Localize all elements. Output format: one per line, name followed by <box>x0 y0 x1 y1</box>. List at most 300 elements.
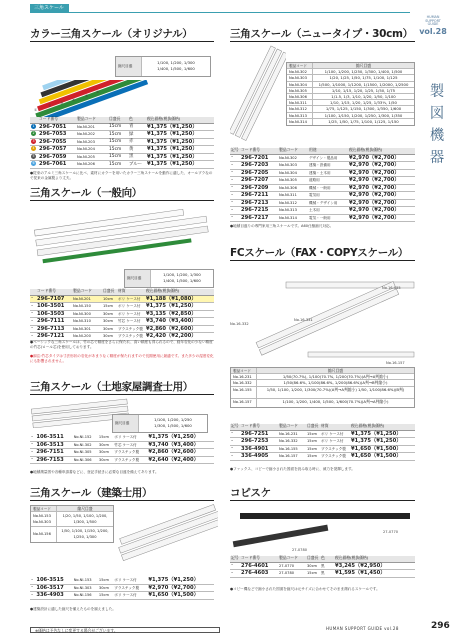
price <box>145 303 214 311</box>
color-name: 黒 <box>320 562 334 570</box>
price-incl-tax: ¥1,375 <box>147 153 168 160</box>
price-excl-tax: （¥1,250） <box>371 430 402 437</box>
color-name: 緑 <box>128 131 146 139</box>
vertical-char-2: 図 <box>429 106 445 122</box>
price-excl-tax: （¥2,700） <box>369 169 400 176</box>
price-incl-tax: ¥2,970 <box>349 154 370 161</box>
price <box>146 153 214 161</box>
row-marker: – <box>30 325 36 333</box>
scale-length: 15cm <box>108 146 128 154</box>
callout-4: ④ <box>72 98 76 102</box>
price <box>146 138 214 146</box>
price-excl-tax: （¥2,700） <box>369 192 400 198</box>
usage: 機械・デザイン用 <box>308 199 348 207</box>
price <box>348 154 415 162</box>
col-header: 税込価格(税抜価格) <box>350 424 415 430</box>
table-row <box>230 453 415 461</box>
price-incl-tax: ¥2,970 <box>349 169 370 176</box>
table-row <box>230 562 415 570</box>
col-header: 目盛長 <box>307 555 319 561</box>
scale-length: 15cm <box>108 153 128 161</box>
usage: 電気・一般用 <box>308 214 348 222</box>
color-bullet-icon: 2 <box>32 131 35 135</box>
scale-length: 30cm <box>306 562 320 570</box>
vertical-char-3: 機 <box>429 128 445 144</box>
table-row <box>230 154 415 162</box>
price-incl-tax: ¥1,188 <box>146 295 167 302</box>
row-marker: – <box>30 456 35 464</box>
price-excl-tax: （¥2,700） <box>369 162 400 168</box>
spec-product-code: No.NI-304 <box>287 82 313 87</box>
price <box>348 162 415 170</box>
product-code: No.NI-311 <box>278 192 308 200</box>
spec-header: 縮尺目盛 <box>113 415 139 432</box>
scale-spec-table <box>286 62 415 126</box>
usage: 建築・土木用 <box>308 169 348 177</box>
product-code: No.16-155 <box>278 445 306 453</box>
price <box>147 592 214 600</box>
price-excl-tax: （¥1,500） <box>371 453 402 459</box>
category-tab: 三角スケール <box>30 4 69 12</box>
section-title: コピスケ <box>230 487 271 499</box>
color-bullet-icon: 6 <box>32 161 35 165</box>
product-code: No.16-157 <box>278 453 306 461</box>
color-rulers-image <box>30 80 150 120</box>
scale-length: 15cm <box>108 131 128 139</box>
price-excl-tax: （¥1,250） <box>167 138 198 145</box>
spec-product-code: No.16-155 <box>231 387 257 398</box>
product-code: No.NI-206 <box>76 161 108 169</box>
row-marker: – <box>230 154 240 162</box>
table-row <box>30 577 214 584</box>
material: ポリ ケース付 <box>117 310 145 318</box>
table-row <box>30 146 214 154</box>
table-row <box>230 207 415 215</box>
price-incl-tax: ¥1,375 <box>351 430 372 437</box>
price-incl-tax: ¥2,970 <box>349 162 370 168</box>
section-rule <box>230 260 415 261</box>
price <box>348 192 415 200</box>
scale-length: 15cm <box>108 138 128 146</box>
row-marker: – <box>30 441 35 449</box>
price-incl-tax: ¥1,375 <box>148 434 169 441</box>
spec-line: 1/100, 1/200, 1/250 <box>154 417 192 422</box>
spec-scale-values: 1/100, 1/150, 1/200, 1/250, 1/300, 1/350 <box>324 112 403 118</box>
product-code: No.NI-306 <box>73 456 98 464</box>
label-27-0780: 27-0780 <box>292 548 308 552</box>
scale-length: 15cm <box>306 445 320 453</box>
price <box>348 169 415 177</box>
scale-length: 30cm <box>98 441 113 449</box>
section-note: ●コピー機などで縮小された図面を縮尺は元サイズに合わせてそのまま測れるスケールです。 <box>230 587 380 591</box>
scale-length: 15cm <box>98 577 113 584</box>
col-header: コード番号 <box>38 117 76 123</box>
section-note-red: ●副注:竹芯タイプは寸法形状の変化があまりなく精度が保たれますので長期使用に最適です。また多少の湿度変化にも影響されません。 <box>30 354 214 363</box>
section-rule <box>30 200 214 201</box>
side-guide-brand: HUMAN <box>426 15 440 19</box>
table-row <box>30 434 214 441</box>
spec-scale-values: 1/10, 1/15, 1/20, 1/25, 1/50, 1/75 <box>331 87 396 93</box>
price <box>145 333 214 341</box>
price <box>348 214 415 222</box>
material: ポリ ケース付 <box>113 577 147 584</box>
row-marker: – <box>30 434 35 441</box>
col-header: 製品コード <box>278 148 308 154</box>
material: ポリ ケース付 <box>320 430 350 438</box>
spec-col-header: 縮尺目盛 <box>77 506 93 511</box>
price-incl-tax: ¥1,595 <box>335 570 356 576</box>
spec-scale-values: 1/25, 1/50, 1/75, 1/100, 1/125, 1/150 <box>328 118 399 124</box>
price-excl-tax: （¥2,700） <box>369 184 400 191</box>
side-guide-line3: GUIDE <box>427 22 439 27</box>
color-bullet-icon: 5 <box>32 153 35 158</box>
product-code: No.NI-203 <box>76 138 108 146</box>
side-guide-line2: SUPPORT <box>425 18 441 23</box>
price-excl-tax: （¥1,080） <box>166 295 197 302</box>
spec-product-code: No.16-231 <box>231 374 257 379</box>
price-excl-tax: （¥3,400） <box>168 441 199 448</box>
price <box>145 295 214 303</box>
price-excl-tax: （¥1,450） <box>355 570 386 576</box>
table-row <box>230 177 415 185</box>
price-incl-tax: ¥2,420 <box>146 333 167 339</box>
spec-col-header: 製品コード <box>31 506 57 511</box>
spec-line: 1/100, 1/200, 1/300 <box>163 272 201 277</box>
product-code: No.NI-201 <box>76 123 108 131</box>
table-row <box>30 441 214 449</box>
price-incl-tax: ¥1,375 <box>147 146 168 152</box>
fc-rulers-image <box>230 264 418 362</box>
spec-product-code: No.16-332 <box>231 380 257 385</box>
product-code: No.NI-201 <box>72 295 102 303</box>
row-marker: – <box>30 310 36 318</box>
vertical-category <box>427 82 447 170</box>
usage: 道路用 <box>308 177 348 185</box>
section-rule <box>230 41 415 42</box>
table-row <box>30 333 214 341</box>
code-number: 296-7203 <box>240 162 278 170</box>
scale-length: 15cm <box>306 570 320 578</box>
table-row <box>30 449 214 457</box>
scale-length: 15cm <box>108 123 128 131</box>
spec-scale-values: 1/100, 1/200, 1/250, 1/300, 1/400, 1/500 <box>324 69 403 75</box>
price <box>146 146 214 154</box>
code-number: 336-4905 <box>240 453 278 461</box>
col-header: 記号 <box>231 147 239 153</box>
price-excl-tax: （¥1,250） <box>167 161 198 167</box>
product-code: No.16-231 <box>278 430 306 438</box>
price <box>350 430 415 438</box>
price-excl-tax: （¥1,250） <box>167 131 198 137</box>
product-code: No.NI-205 <box>76 153 108 161</box>
scale-length: 30cm <box>102 325 117 333</box>
usage: 電気用 <box>308 192 348 200</box>
spec-product-code: No.NI-153 No.NI-303 <box>31 512 57 526</box>
price-excl-tax: （¥1,250） <box>371 438 402 444</box>
section-title: 三角スケール（土地家屋調査士用） <box>30 381 193 393</box>
price-incl-tax: ¥1,375 <box>147 161 168 167</box>
price <box>334 570 415 578</box>
price <box>348 207 415 215</box>
section-title: 三角スケール（一般向） <box>30 187 142 199</box>
price-excl-tax: （¥1,250） <box>168 434 199 441</box>
callout-6: ⑥ <box>96 90 100 94</box>
price-incl-tax: ¥2,860 <box>146 325 167 332</box>
row-marker: – <box>230 177 240 185</box>
row-marker: – <box>230 162 240 170</box>
product-code: No.NI-305 <box>278 177 308 185</box>
spec-row <box>231 399 414 407</box>
scale-length: 15cm <box>306 453 320 461</box>
spec-col-header: 縮尺目盛 <box>355 63 372 68</box>
product-code: No.NI-303 <box>73 584 98 592</box>
col-header: 目盛長 <box>108 117 128 123</box>
row-marker: – <box>230 214 240 222</box>
code-number: 336-4903 <box>35 592 72 600</box>
price-incl-tax: ¥1,375 <box>148 577 169 584</box>
price-incl-tax: ¥3,135 <box>146 310 167 317</box>
price-excl-tax: （¥1,250） <box>167 146 198 152</box>
table-row <box>30 161 214 169</box>
product-code: No.NI-152 <box>73 434 98 441</box>
spec-scale-values: 1/100, 1/200, 1/400, 1/500, 1/600(70.7%)(A判→A判縮小) <box>282 399 389 405</box>
price <box>146 161 214 169</box>
code-number: 106-3501 <box>36 303 72 311</box>
row-marker: – <box>230 445 240 453</box>
footer-price-notice: ※価格は予告なしに変更する場合がございます。 <box>30 627 220 633</box>
row-marker: – <box>230 207 240 215</box>
product-code: No.NI-202 <box>76 131 108 139</box>
surveyor-scale-table <box>30 434 214 464</box>
table-row <box>30 310 214 318</box>
row-marker: – <box>230 184 240 192</box>
material: ポリ ケース付 <box>117 295 145 303</box>
spec-scale-values: 1/20, 1/50, 1/100, 1/200, 1/300, 1/500 <box>62 514 108 525</box>
row-marker <box>30 138 38 146</box>
scale-length: 30cm <box>98 449 113 457</box>
scale-length: 30cm <box>102 310 117 318</box>
row-marker: – <box>30 577 35 584</box>
table-row <box>230 438 415 446</box>
material: プラスチック製 <box>113 584 147 592</box>
price-incl-tax: ¥1,650 <box>351 445 372 452</box>
usage: 機械・一般用 <box>308 184 348 192</box>
code-number: 296-7053 <box>38 131 76 139</box>
product-code: No.NI-150 <box>72 303 102 311</box>
price-incl-tax: ¥2,970 <box>349 207 370 213</box>
section-newtype-scale <box>230 28 415 42</box>
section-rule <box>30 394 214 395</box>
ruler-white <box>259 289 398 355</box>
price-incl-tax: ¥2,640 <box>148 456 169 463</box>
spec-product-code: No.NI-311 <box>287 100 313 105</box>
spec-scale-values: 1/75, 1/125, 1/150, 1/300, 1/350, 1/600 <box>325 106 402 112</box>
product-code: No.NI-305 <box>73 449 98 457</box>
color-bullet-icon: 4 <box>32 146 35 150</box>
callout-5: ⑤ <box>85 94 89 98</box>
product-code: No.NI-313 <box>278 207 308 215</box>
row-marker: – <box>230 570 240 578</box>
row-marker: – <box>230 192 240 200</box>
ruler-white <box>256 281 395 347</box>
col-header: 税込価格(税抜価格) <box>145 289 214 295</box>
col-header: 材質 <box>117 289 145 295</box>
section-note: ●従来のアルミ三角スケールに比べ、素材にカラーを用いたカラー三角スケールを動作に適した、オールプラなので従来の金属製より丈夫。 <box>30 171 213 180</box>
section-note: ●ベーシックな三角スケールは、竹の芯で精度をさらに保たれ、高い精度も得られるので、経年変化の少ない精度の竹芯(ロール芯)を使用しております。 <box>30 340 213 349</box>
row-marker: – <box>230 438 240 446</box>
row-marker: – <box>30 303 36 311</box>
code-number: 296-7051 <box>38 123 76 131</box>
col-header: 製品コード <box>76 117 108 123</box>
product-code: 27-0770 <box>278 562 306 570</box>
section-copisuke <box>230 487 415 501</box>
product-code: No.NI-310 <box>72 318 102 326</box>
material: プラスチック製 <box>117 333 145 341</box>
price-excl-tax: （¥2,700） <box>369 199 400 206</box>
price-incl-tax: ¥3,245 <box>335 562 356 569</box>
footer-guide-title: HUMAN SUPPORT GUIDE vol.28 <box>326 626 399 631</box>
ruler-black <box>233 525 329 548</box>
code-number: 276-4601 <box>240 562 278 570</box>
spec-scale-values: 1/50, 1/100, 1/200, 1/300(70.7%)(A判→A判縮小) 1/50, 1/100(86.6%)(B判) <box>266 387 405 393</box>
spec-header: 縮尺目盛 <box>125 270 151 287</box>
col-header: 税込価格(税抜価格) <box>334 556 415 562</box>
table-row <box>30 303 214 311</box>
table-row <box>230 184 415 192</box>
product-code: No.NI-153 <box>73 577 98 584</box>
row-marker: – <box>30 449 35 457</box>
spec-product-code: No.NI-313 <box>287 113 313 118</box>
code-number: 106-3513 <box>35 441 72 449</box>
price-incl-tax: ¥2,970 <box>349 184 370 191</box>
usage: デザイン・製品用 <box>308 154 348 162</box>
row-marker: – <box>230 453 240 461</box>
row-marker: – <box>230 169 240 177</box>
table-row <box>30 153 214 161</box>
callout-3: ③ <box>60 101 64 105</box>
color-bullet-icon: 3 <box>32 138 35 143</box>
price-incl-tax: ¥2,970 <box>349 177 370 183</box>
spec-row <box>287 119 414 125</box>
section-title: 三角スケール（建築士用） <box>30 487 153 499</box>
price-excl-tax: （¥2,850） <box>166 310 197 317</box>
label-no16-331: No.16-331 <box>294 318 313 322</box>
price-excl-tax: （¥2,600） <box>168 449 199 456</box>
price-excl-tax: （¥1,500） <box>168 592 199 599</box>
section-architect-scale <box>30 487 214 501</box>
material: プラスチック製 <box>113 449 147 457</box>
code-number: 296-7251 <box>240 430 278 438</box>
price-excl-tax: （¥2,950） <box>355 562 386 569</box>
price-incl-tax: ¥1,375 <box>147 138 168 145</box>
price <box>147 434 214 441</box>
row-marker <box>30 161 38 169</box>
code-number: 296-7121 <box>36 333 72 341</box>
code-number: 296-7253 <box>240 438 278 446</box>
section-note: ●地積目盛りの専門家用三角スケールです。A60仕様縮尺対応。 <box>230 224 334 228</box>
col-header: 記号 <box>231 555 239 561</box>
table-row <box>30 123 214 131</box>
vertical-char-1: 製 <box>429 84 445 100</box>
color-name: 赤 <box>128 138 146 146</box>
code-number: 296-7151 <box>35 449 72 457</box>
col-header: 用途 <box>308 148 348 154</box>
code-number: 336-4901 <box>240 445 278 453</box>
price-excl-tax: （¥1,250） <box>168 577 199 584</box>
product-code: No.NI-312 <box>278 199 308 207</box>
row-marker: – <box>30 592 35 600</box>
price <box>146 123 214 131</box>
product-code: No.NI-301 <box>72 325 102 333</box>
spec-product-code: No.NI-302 <box>287 69 313 74</box>
table-row <box>230 430 415 438</box>
price-excl-tax: （¥1,250） <box>167 153 198 160</box>
side-guide-vol: vol.28 <box>419 26 447 36</box>
product-code: 27-0780 <box>278 570 306 578</box>
price <box>147 449 214 457</box>
section-fc-scale <box>230 247 415 261</box>
row-marker: – <box>230 199 240 207</box>
product-code: No.NI-302 <box>73 441 98 449</box>
side-guide <box>418 16 448 36</box>
price <box>348 184 415 192</box>
price-incl-tax: ¥1,375 <box>146 303 167 309</box>
table-row <box>230 445 415 453</box>
spec-row <box>231 387 414 399</box>
col-header: コード番号 <box>240 148 278 154</box>
label-no16-155: No.16-155 <box>382 286 401 290</box>
color-scale-table <box>30 117 214 169</box>
code-number: 296-7213 <box>240 199 278 207</box>
row-marker: – <box>30 584 35 592</box>
scale-length: 30cm <box>102 318 117 326</box>
price <box>145 318 214 326</box>
table-row <box>230 162 415 170</box>
usage: 土木用 <box>308 207 348 215</box>
price-incl-tax: ¥2,970 <box>349 214 370 221</box>
section-rule <box>30 41 214 42</box>
page-number: 296 <box>431 621 450 631</box>
price-incl-tax: ¥1,375 <box>147 131 168 137</box>
col-header: コード番号 <box>36 289 72 295</box>
table-row <box>30 138 214 146</box>
code-number: 296-7153 <box>35 456 72 464</box>
spec-scale-values: 1/1.5, 1/3, 1/10, 1/20, 1/50, 1/100 <box>331 93 396 99</box>
price <box>145 325 214 333</box>
col-header: 色 <box>320 556 334 562</box>
price-incl-tax: ¥1,375 <box>147 123 168 130</box>
scale-length: 30cm <box>102 333 117 341</box>
section-surveyor-scale <box>30 381 214 395</box>
price-excl-tax: （¥2,700） <box>168 584 199 591</box>
col-header: コード番号 <box>240 556 278 562</box>
price-incl-tax: ¥2,970 <box>349 199 370 206</box>
ruler-white <box>235 49 282 137</box>
col-header: 税込価格(税抜価格) <box>146 117 214 123</box>
code-number: 296-7207 <box>240 177 278 185</box>
label-no16-332: No.16-332 <box>230 322 249 326</box>
material: プラスチック製 <box>117 325 145 333</box>
scale-length: 15cm <box>306 430 320 438</box>
scale-length: 15cm <box>98 592 113 600</box>
col-header: 税込価格(税抜価格) <box>348 148 415 154</box>
spec-product-code: No.NI-312 <box>287 106 313 111</box>
price <box>147 441 214 449</box>
section-title: カラー三角スケール（オリジナル） <box>30 28 193 40</box>
price-excl-tax: （¥1,500） <box>371 445 402 452</box>
table-row <box>230 199 415 207</box>
code-number: 296-7209 <box>240 184 278 192</box>
